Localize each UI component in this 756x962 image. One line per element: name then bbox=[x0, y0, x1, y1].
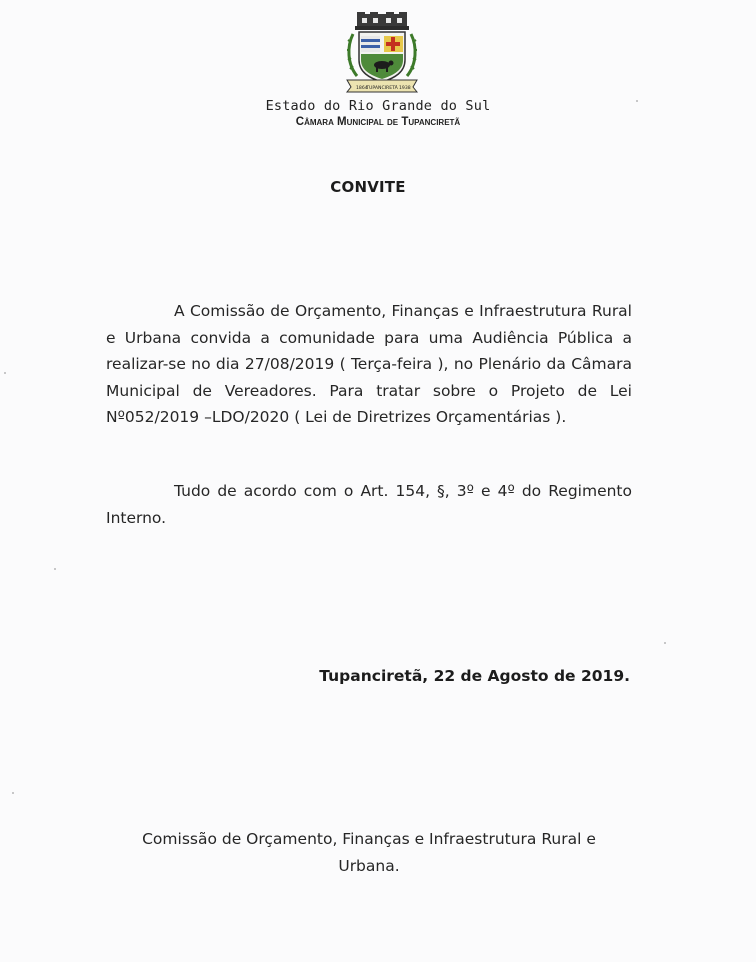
scan-speck bbox=[4, 372, 6, 374]
crest-banner-town: TUPANCIRETÃ bbox=[366, 86, 398, 91]
signature-line: Comissão de Orçamento, Finanças e Infraestrutura Rural e bbox=[142, 830, 596, 848]
crest-banner-right-year: 1938 bbox=[399, 86, 411, 91]
signature-block bbox=[106, 826, 632, 880]
chamber-name-heading: Câmara Municipal de Tupanciretã bbox=[295, 116, 461, 128]
scan-speck bbox=[636, 100, 638, 102]
signature-line: Urbana. bbox=[338, 857, 400, 875]
document-title: CONVITE bbox=[330, 178, 406, 196]
invitation-paragraph: A Comissão de Orçamento, Finanças e Infraestrutura Rural e Urbana convida a comunidade para uma Audiência Pública a realizar-se no dia 27/08/2019 ( Terça-feira ), no Plenário da Câmara Municipal de Vereadores. Para tratar sobre o Projeto de Lei Nº052/2019 –LDO/2020 ( Lei de Diretrizes Orçamentárias ). bbox=[106, 302, 632, 426]
regulation-paragraph: Tudo de acordo com o Art. 154, §, 3º e 4º do Regimento Interno. bbox=[106, 482, 632, 527]
place-and-date: Tupanciretã, 22 de Agosto de 2019. bbox=[319, 667, 630, 685]
scan-speck bbox=[664, 642, 666, 644]
scan-speck bbox=[54, 568, 56, 570]
municipal-crest-logo bbox=[343, 12, 421, 94]
state-name-heading: Estado do Rio Grande do Sul bbox=[265, 98, 491, 114]
crest-banner-left-year: 1864 bbox=[356, 86, 368, 91]
scan-speck bbox=[12, 792, 14, 794]
